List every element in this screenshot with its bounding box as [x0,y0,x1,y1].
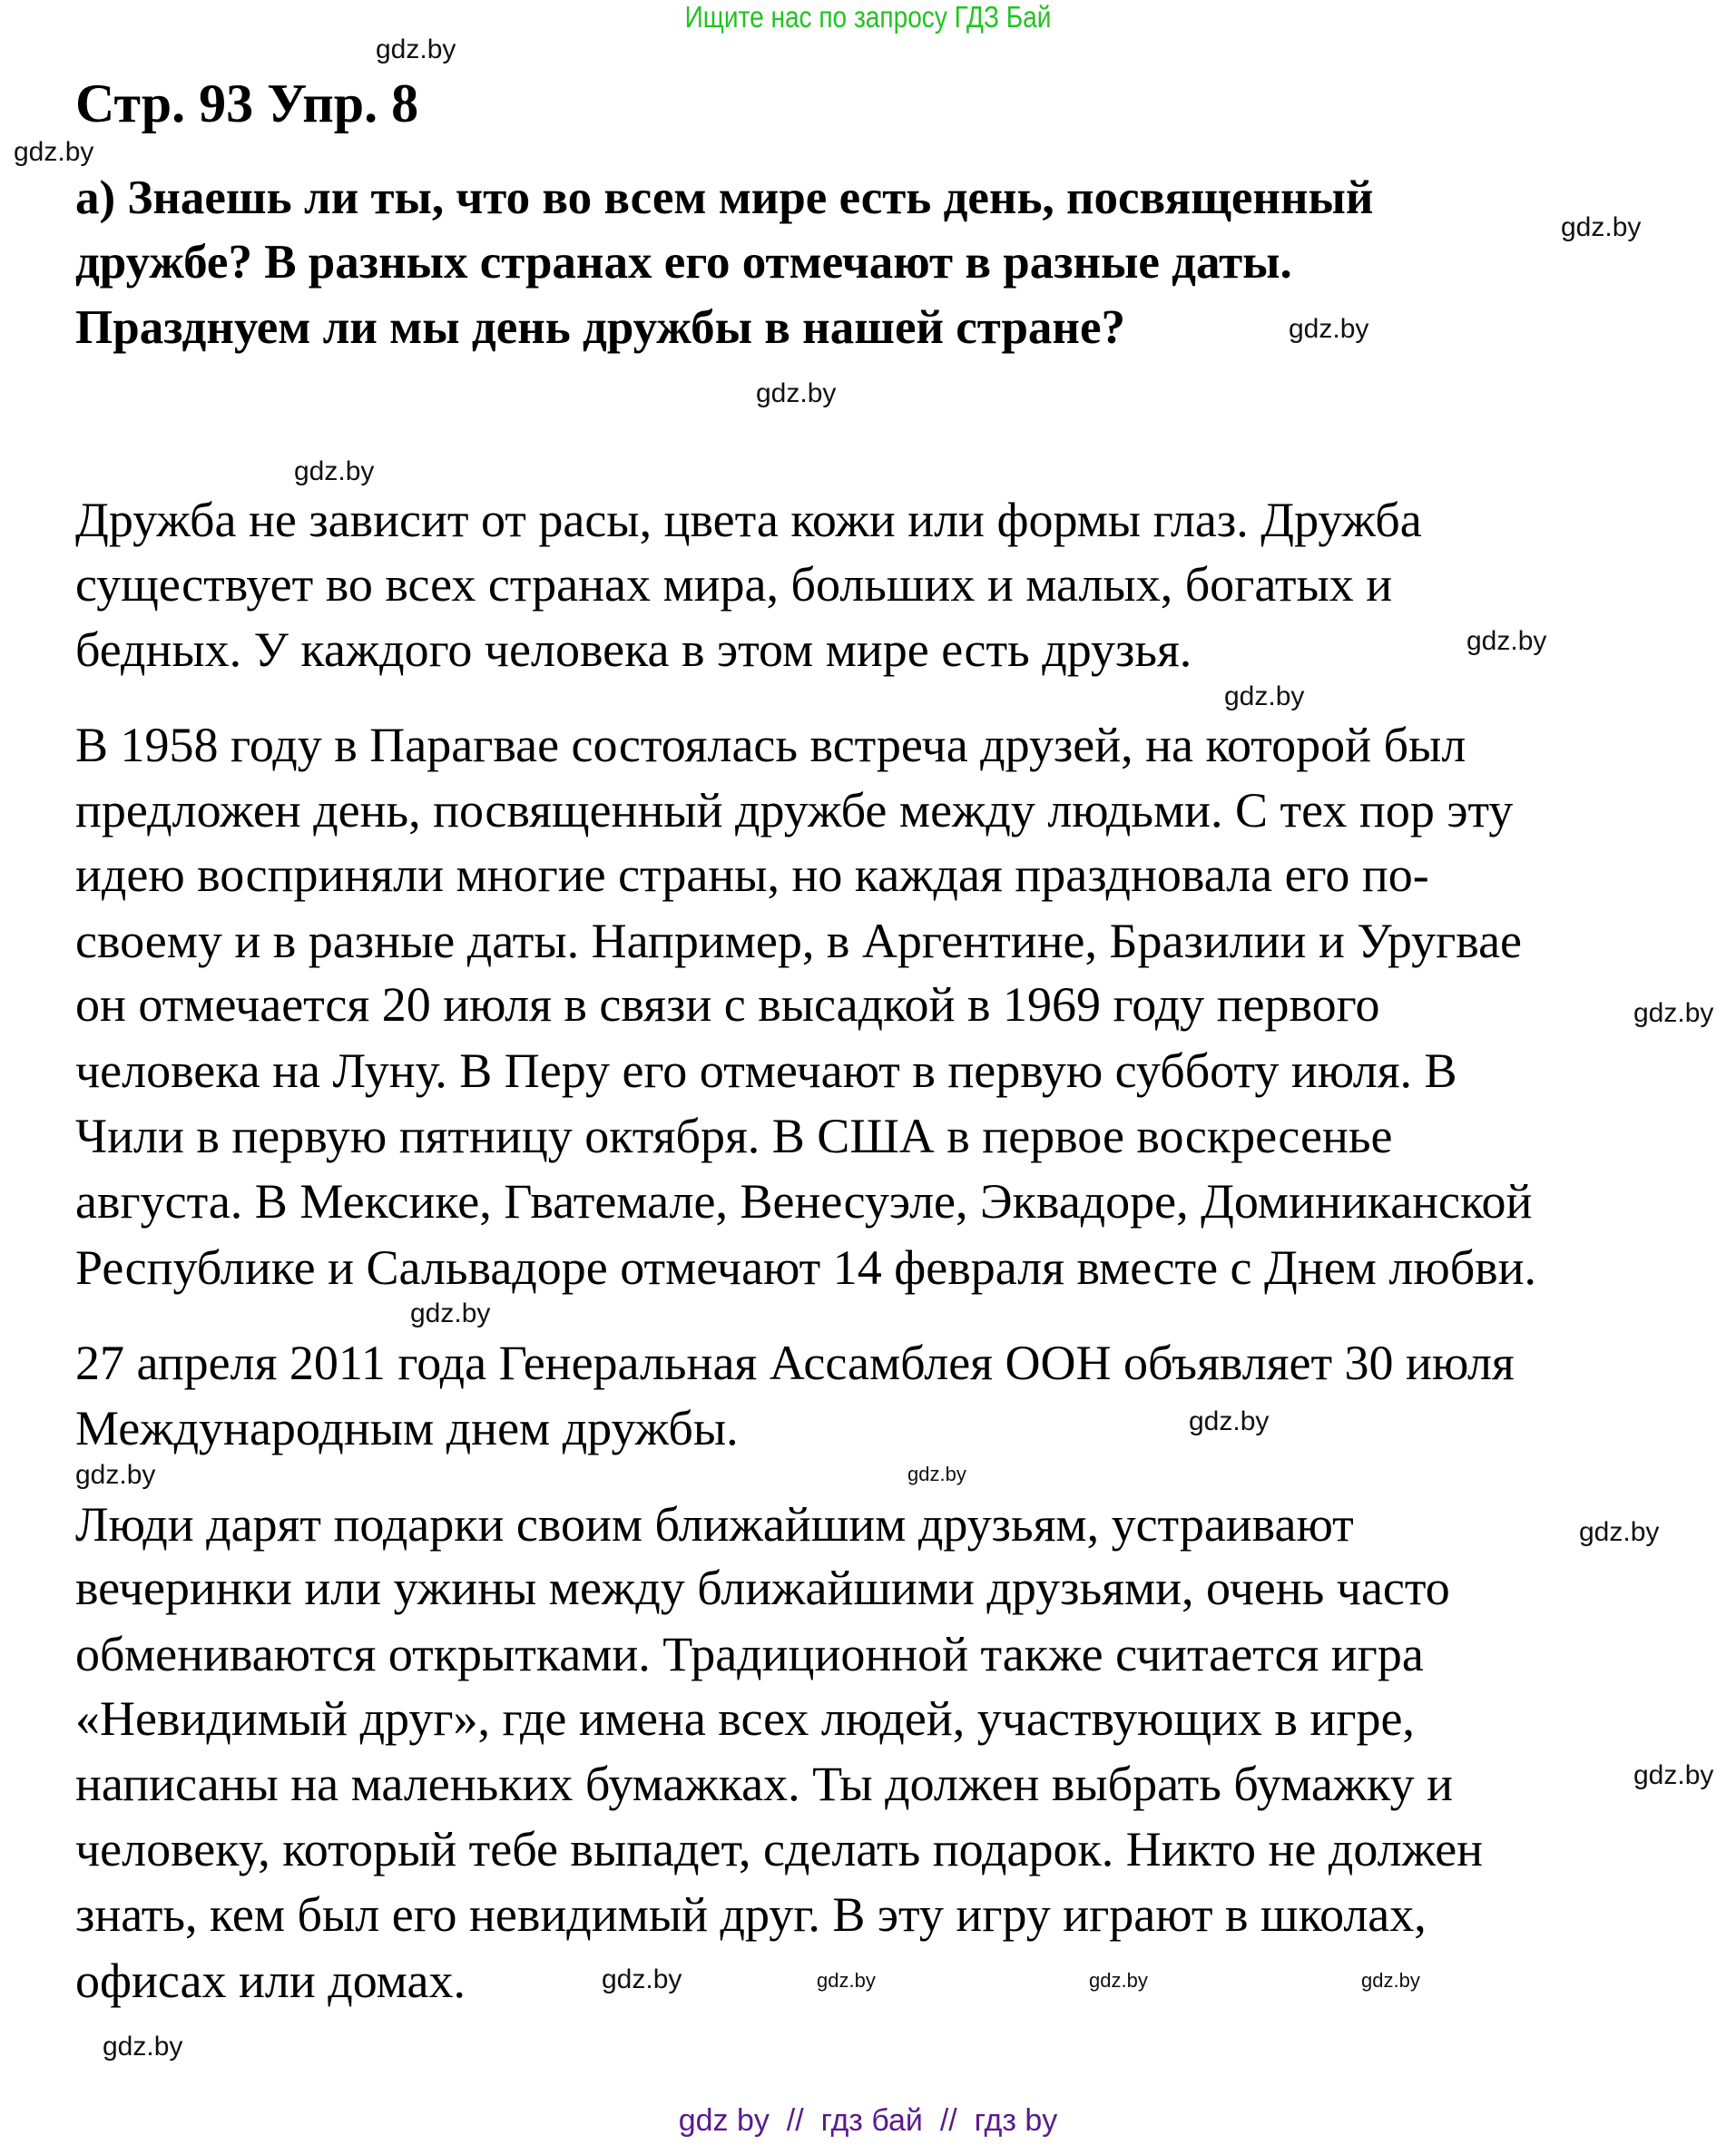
watermark: gdz.by [1633,998,1714,1028]
watermark: gdz.by [103,2032,183,2062]
watermark: gdz.by [1089,1969,1148,1992]
watermark: gdz.by [14,137,94,167]
footer-links: gdz by // гдз бай // гдз by [678,2103,1058,2138]
body-line: Республике и Сальвадоре отмечают 14 февраля вместе с Днем любви. [75,1240,1537,1295]
question-line: дружбе? В разных странах его отмечают в разные даты. [75,236,1292,289]
body-line: Дружба не зависит от расы, цвета кожи или формы глаз. Дружба [75,493,1422,547]
body-line: В 1958 году в Парагвае состоялась встреча друзей, на которой был [75,718,1466,772]
body-line: обмениваются открытками. Традиционной также считается игра [75,1627,1424,1681]
body-line: бедных. У каждого человека в этом мире есть друзья. [75,622,1192,677]
question-line: Празднуем ли мы день дружбы в нашей стране? [75,301,1125,354]
body-line: он отмечается 20 июля в связи с высадкой в 1969 году первого [75,977,1380,1032]
watermark: gdz.by [1579,1517,1660,1547]
watermark: gdz.by [817,1969,876,1992]
watermark: gdz.by [602,1964,682,1994]
body-line: человеку, который тебе выпадет, сделать подарок. Никто не должен [75,1822,1484,1876]
watermark: gdz.by [410,1298,491,1328]
watermark: gdz.by [1189,1406,1270,1436]
body-line: офисах или домах. [75,1954,466,2008]
body-line: вечеринки или ужины между ближайшими друзьями, очень часто [75,1561,1450,1615]
body-line: знать, кем был его невидимый друг. В эту игру играют в школах, [75,1887,1427,1942]
body-line: человека на Луну. В Перу его отмечают в первую субботу июля. В [75,1043,1457,1098]
watermark: gdz.by [75,1460,156,1490]
body-line: написаны на маленьких бумажках. Ты должен выбрать бумажку и [75,1757,1454,1811]
watermark: gdz.by [756,378,837,408]
body-line: Люди дарят подарки своим ближайшим друзьям, устраивают [75,1497,1354,1552]
watermark: gdz.by [1289,314,1369,344]
watermark: gdz.by [1561,212,1642,242]
watermark: gdz.by [376,34,456,64]
body-line: идею восприняли многие страны, но каждая праздновала его по- [75,847,1429,902]
watermark: gdz.by [1466,626,1547,656]
watermark: gdz.by [1633,1760,1714,1790]
question-line: а) Знаешь ли ты, что во всем мире есть день, посвященный [75,171,1374,224]
body-line: «Невидимый друг», где имена всех людей, участвующих в игре, [75,1691,1415,1746]
body-line: Международным днем дружбы. [75,1401,739,1455]
page-title: Стр. 93 Упр. 8 [75,73,419,133]
body-line: 27 апреля 2011 года Генеральная Ассамблея ООН объявляет 30 июля [75,1336,1515,1390]
search-banner: Ищите нас по запросу ГДЗ Бай [684,0,1052,34]
body-line: своему и в разные даты. Например, в Аргентине, Бразилии и Уругвае [75,914,1523,968]
watermark: gdz.by [1361,1969,1420,1992]
body-line: августа. В Мексике, Гватемале, Венесуэле, Эквадоре, Доминиканской [75,1174,1533,1229]
watermark: gdz.by [1224,681,1305,711]
watermark: gdz.by [907,1463,966,1485]
body-line: предложен день, посвященный дружбе между людьми. С тех пор эту [75,783,1514,838]
body-line: существует во всех странах мира, больших и малых, богатых и [75,557,1393,612]
body-line: Чили в первую пятницу октября. В США в первое воскресенье [75,1109,1393,1163]
watermark: gdz.by [294,456,375,486]
